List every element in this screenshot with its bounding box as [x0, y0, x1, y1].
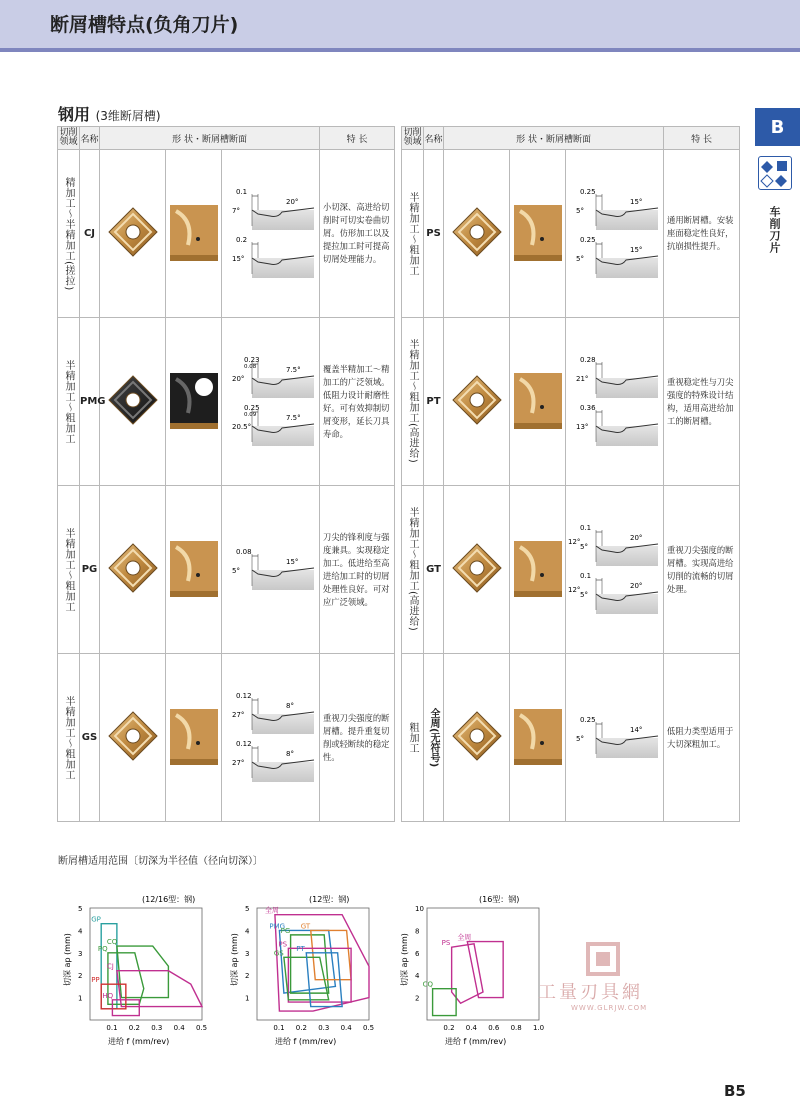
right-breaker-table: [401, 126, 740, 822]
series-label: GT: [300, 922, 311, 931]
section-angle2-text: 8°: [286, 701, 294, 710]
cutting-zone: 半精加工～粗加工(高进给): [407, 507, 418, 632]
section-width-text: 0.1: [580, 571, 592, 580]
left-breaker-table: [57, 126, 395, 822]
cutting-zone: 半精加工～粗加工: [63, 527, 74, 612]
breaker-name-cell: [424, 486, 444, 654]
y-tick-label: 2: [245, 972, 250, 981]
insert-image: [444, 486, 510, 654]
y-tick-label: 4: [245, 927, 250, 936]
section-width-text: 0.25: [580, 715, 596, 724]
y-tick-label: 5: [245, 905, 250, 913]
y-tick-label: 3: [78, 949, 83, 958]
breaker-name: GT: [426, 564, 441, 575]
insert-closeup-image: [166, 150, 222, 318]
breaker-name-cell: [80, 150, 100, 318]
section-angle1-text: 5°: [576, 206, 584, 215]
breaker-name: 全周(无符号): [428, 707, 439, 768]
insert-closeup-image: [510, 654, 566, 822]
breaker-feature: 低阻力类型适用于大切深粗加工。: [664, 654, 740, 822]
breaker-row: [58, 150, 395, 318]
range-chart: [395, 890, 555, 1050]
insert-icon: [758, 156, 792, 190]
y-axis-label: 切深 ap (mm): [400, 933, 409, 986]
range-area: [467, 942, 503, 998]
cutting-zone-cell: [402, 654, 424, 822]
section-diagram-0: [566, 354, 660, 398]
breaker-feature: 重视刀尖强度的断屑槽。提升重复切削或轻断续的稳定性。: [320, 654, 395, 822]
series-label: PQ: [97, 944, 108, 953]
series-label: CQ: [106, 938, 118, 947]
section-diagram-1: [566, 570, 660, 614]
section-angle2-text: 7.5°: [286, 365, 301, 374]
x-axis-label: 进给 f (mm/rev): [275, 1037, 337, 1046]
section-width-text: 0.23: [244, 355, 260, 364]
watermark-text: 工量刃具網: [538, 982, 643, 1003]
insert-image: [100, 654, 166, 822]
section-angle2-text: 20°: [630, 581, 643, 590]
y-axis-label: 切深 ap (mm): [230, 933, 239, 986]
section-width-text: 0.12: [236, 739, 252, 748]
section-diagram-1: [222, 402, 316, 446]
section-diagram-0: [222, 354, 316, 398]
series-label: PP: [91, 976, 100, 985]
section-title: [58, 102, 161, 125]
breaker-name: PT: [426, 396, 441, 407]
breaker-section-cell: [566, 654, 664, 822]
y-tick-label: 4: [78, 927, 83, 936]
col-zone-header: 切削 领域: [58, 127, 80, 150]
section-width-text: 0.2: [236, 235, 248, 244]
series-label: CJ: [106, 962, 114, 971]
series-label: PS: [278, 940, 288, 949]
col-name-header: 名称: [424, 127, 444, 150]
breaker-feature: 刀尖的锋利度与强度兼具。实现稳定加工。低进给至高进给加工时的切屑处理性良好。可对应广泛领域。: [320, 486, 395, 654]
breaker-feature: 小切深、高进给切削时可切实卷曲切屑。仿形加工以及提拉加工时可提高切屑处理能力。: [320, 150, 395, 318]
section-angle0-text: 12°: [568, 585, 581, 594]
section-angle2-text: 7.5°: [286, 413, 301, 422]
y-tick-label: 10: [415, 905, 424, 913]
section-angle2-text: 15°: [630, 197, 643, 206]
range-chart: [225, 890, 385, 1050]
section-diagram-0: [222, 186, 316, 230]
section-diagram-0: [222, 690, 316, 734]
insert-image: [100, 486, 166, 654]
section-angle1-text: 7°: [232, 206, 240, 215]
cutting-zone: 粗加工: [407, 721, 418, 754]
breaker-row: [58, 318, 395, 486]
insert-closeup-image: [510, 486, 566, 654]
watermark-url: WWW.GLRJW.COM: [571, 1004, 648, 1012]
x-tick-label: 0.2: [443, 1024, 455, 1032]
section-angle2-text: 8°: [286, 749, 294, 758]
series-label: GS: [273, 949, 284, 958]
x-tick-label: 0.3: [151, 1024, 163, 1032]
cutting-zone-cell: [402, 150, 424, 318]
breaker-name: CJ: [83, 228, 96, 239]
col-zone-header: 切削 领域: [402, 127, 424, 150]
section-angle1-text: 13°: [576, 422, 589, 431]
range-chart: [58, 890, 218, 1050]
breaker-name: PMG: [80, 396, 106, 407]
section-diagram-0: [222, 546, 316, 590]
section-width-text: 0.36: [580, 403, 596, 412]
x-tick-label: 1.0: [533, 1024, 545, 1032]
breaker-name-cell: [80, 486, 100, 654]
insert-closeup-image: [510, 150, 566, 318]
breaker-section-cell: [222, 486, 320, 654]
breaker-name-cell: [424, 654, 444, 822]
page-header: [0, 0, 800, 52]
y-tick-label: 2: [415, 994, 420, 1003]
y-tick-label: 8: [415, 927, 420, 936]
section-angle1-text: 15°: [232, 254, 245, 263]
series-label: PT: [296, 944, 305, 953]
section-angle2-text: 14°: [630, 725, 643, 734]
section-width2-text: 0.08: [244, 363, 257, 370]
x-tick-label: 0.5: [196, 1024, 208, 1032]
cutting-zone-cell: [402, 318, 424, 486]
section-width-text: 0.25: [580, 187, 596, 196]
insert-image: [444, 318, 510, 486]
section-title-main: 钢用: [58, 105, 91, 124]
breaker-section-cell: [566, 486, 664, 654]
section-angle1-text: 5°: [576, 734, 584, 743]
breaker-section-cell: [222, 318, 320, 486]
breaker-row: [402, 150, 740, 318]
section-diagram-1: [566, 234, 660, 278]
x-tick-label: 0.4: [340, 1024, 352, 1032]
series-label: GP: [91, 915, 101, 924]
breaker-name-cell: [424, 150, 444, 318]
y-tick-label: 3: [245, 949, 250, 958]
x-axis-label: 进给 f (mm/rev): [108, 1037, 170, 1046]
insert-closeup-image: [166, 318, 222, 486]
breaker-feature: 重视刀尖强度的断屑槽。实现高进给切削的流畅的切屑处理。: [664, 486, 740, 654]
breaker-row: [58, 486, 395, 654]
cutting-zone: 半精加工～粗加工: [407, 191, 418, 276]
range-area: [311, 930, 351, 979]
insert-image: [100, 150, 166, 318]
section-width-text: 0.1: [580, 523, 592, 532]
breaker-row: [402, 318, 740, 486]
section-angle1-text: 5°: [576, 254, 584, 263]
cutting-zone-cell: [58, 486, 80, 654]
breaker-feature: 重视稳定性与刀尖强度的特殊设计结构，适用高进给加工的断屑槽。: [664, 318, 740, 486]
breaker-section-cell: [222, 150, 320, 318]
x-tick-label: 0.8: [510, 1024, 522, 1032]
cutting-zone-cell: [58, 318, 80, 486]
section-width-text: 0.25: [244, 403, 260, 412]
insert-image: [100, 318, 166, 486]
section-width-text: 0.25: [580, 235, 596, 244]
breaker-section-cell: [566, 150, 664, 318]
page-number: B5: [724, 1082, 746, 1100]
section-angle1-text: 5°: [580, 542, 588, 551]
application-range-title: 断屑槽适用范围〔切深为半径值（径向切深）〕: [58, 856, 263, 867]
x-tick-label: 0.4: [173, 1024, 185, 1032]
section-width-text: 0.1: [236, 187, 248, 196]
cutting-zone: 半精加工～粗加工: [63, 695, 74, 780]
series-label: PG: [280, 926, 291, 935]
y-axis-label: 切深 ap (mm): [63, 933, 72, 986]
x-axis-label: 进给 f (mm/rev): [445, 1037, 507, 1046]
breaker-name: GS: [81, 732, 98, 743]
section-diagram-0: [566, 186, 660, 230]
breaker-row: [402, 486, 740, 654]
col-feature-header: 特 长: [320, 127, 395, 150]
section-angle1-text: 21°: [576, 374, 589, 383]
section-title-sub: (3维断屑槽): [95, 109, 161, 123]
chart-title: (12/16型：钢): [142, 895, 196, 904]
col-feature-header: 特 长: [664, 127, 740, 150]
col-shape-header: 形 状・断屑槽断面: [444, 127, 664, 150]
x-tick-label: 0.1: [273, 1024, 285, 1032]
x-tick-label: 0.4: [465, 1024, 477, 1032]
insert-closeup-image: [166, 486, 222, 654]
range-area: [117, 946, 169, 998]
series-label: HQ: [102, 991, 114, 1000]
insert-closeup-image: [166, 654, 222, 822]
section-width-text: 0.08: [236, 547, 252, 556]
section-diagram-0: [566, 522, 660, 566]
y-tick-label: 1: [78, 994, 83, 1003]
series-label: PMG: [269, 922, 286, 931]
breaker-name-cell: [80, 318, 106, 486]
col-shape-header: 形 状・断屑槽断面: [100, 127, 320, 150]
side-tab-letter[interactable]: B: [755, 108, 800, 146]
side-tab-label: 车削刀片: [768, 206, 781, 254]
section-diagram-1: [222, 234, 316, 278]
breaker-section-cell: [222, 654, 320, 822]
chart-title: (16型：钢): [479, 895, 520, 904]
x-tick-label: 0.5: [363, 1024, 375, 1032]
x-tick-label: 0.2: [128, 1024, 140, 1032]
cutting-zone-cell: [58, 654, 80, 822]
section-angle1-text: 5°: [580, 590, 588, 599]
y-tick-label: 5: [78, 905, 83, 913]
cutting-zone: 精加工～半精加工(搓拉): [63, 176, 74, 291]
chart-title: (12型：钢): [309, 895, 350, 904]
section-diagram-1: [566, 402, 660, 446]
breaker-name-cell: [424, 318, 444, 486]
section-diagram-1: [222, 738, 316, 782]
section-angle2-text: 15°: [286, 557, 299, 566]
section-angle1-text: 27°: [232, 758, 245, 767]
col-name-header: 名称: [80, 127, 100, 150]
cutting-zone-cell: [58, 150, 80, 318]
cutting-zone-cell: [402, 486, 424, 654]
section-angle1-text: 20°: [232, 374, 245, 383]
section-angle2-text: 20°: [630, 533, 643, 542]
section-width2-text: 0.09: [244, 411, 257, 418]
range-area: [117, 971, 202, 1007]
breaker-row: [58, 654, 395, 822]
insert-image: [444, 150, 510, 318]
breaker-feature: 通用断屑槽。安装座面稳定性良好，抗崩损性提升。: [664, 150, 740, 318]
insert-closeup-image: [510, 318, 566, 486]
breaker-feature: 覆盖半精加工～精加工的广泛领域。低阻力设计耐磨性好。可有效抑制切屑变形，延长刀具寿命。: [320, 318, 395, 486]
breaker-section-cell: [566, 318, 664, 486]
section-angle2-text: 15°: [630, 245, 643, 254]
section-angle1-text: 20.5°: [232, 422, 252, 431]
range-area: [291, 935, 329, 993]
section-angle1-text: 5°: [232, 566, 240, 575]
breaker-name-cell: [80, 654, 100, 822]
y-tick-label: 4: [415, 972, 420, 981]
page-title: 断屑槽特点(负角刀片): [50, 14, 239, 36]
cutting-zone: 半精加工～粗加工: [63, 359, 74, 444]
chart-plot-frame: [427, 908, 539, 1020]
x-tick-label: 0.1: [106, 1024, 118, 1032]
section-angle1-text: 27°: [232, 710, 245, 719]
section-angle2-text: 20°: [286, 197, 299, 206]
series-label: 全周: [457, 933, 472, 942]
cutting-zone: 半精加工～粗加工(高进给): [407, 339, 418, 464]
section-width-text: 0.12: [236, 691, 252, 700]
breaker-name: PS: [426, 228, 441, 239]
x-tick-label: 0.6: [488, 1024, 500, 1032]
section-angle0-text: 12°: [568, 537, 581, 546]
breaker-row: [402, 654, 740, 822]
section-diagram-0: [566, 714, 660, 758]
series-label: 全周: [264, 906, 279, 915]
x-tick-label: 0.3: [318, 1024, 330, 1032]
insert-image: [444, 654, 510, 822]
y-tick-label: 2: [78, 972, 83, 981]
series-label: PS: [441, 939, 451, 948]
y-tick-label: 1: [245, 994, 250, 1003]
section-width-text: 0.28: [580, 355, 596, 364]
breaker-name: PG: [81, 564, 98, 575]
x-tick-label: 0.2: [295, 1024, 307, 1032]
y-tick-label: 6: [415, 949, 420, 958]
series-label: CQ: [422, 980, 434, 989]
